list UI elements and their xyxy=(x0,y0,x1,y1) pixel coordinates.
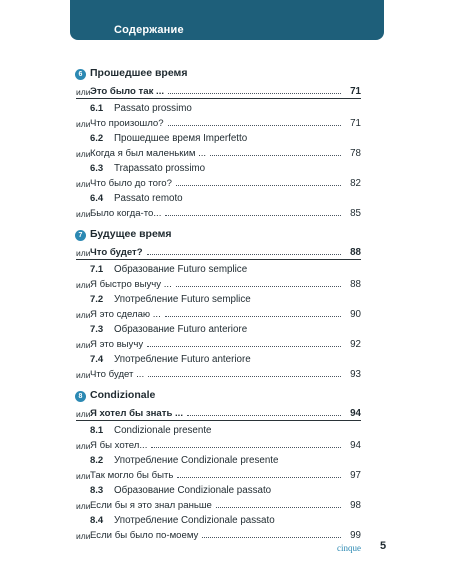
toc-entry xyxy=(76,174,361,189)
entry-page-number: 99 xyxy=(350,530,361,541)
entry-title: Passato prossimo xyxy=(114,103,192,114)
toc-entry xyxy=(76,144,361,159)
toc-entry xyxy=(76,290,361,305)
toc-entry xyxy=(76,526,361,541)
entry-number: 7.2 xyxy=(90,294,104,305)
entry-title: Употребление Futuro semplice xyxy=(114,294,251,305)
dot-leader xyxy=(168,125,341,126)
entry-prefix: или xyxy=(76,441,91,451)
entry-number: 6.3 xyxy=(90,163,104,174)
dot-leader xyxy=(147,254,341,255)
entry-number: 8.1 xyxy=(90,425,104,436)
entry-page-number: 71 xyxy=(350,86,361,97)
entry-title: Что будет? xyxy=(90,247,143,258)
toc-entry xyxy=(76,260,361,275)
section-heading xyxy=(76,389,361,404)
toc-section xyxy=(76,67,361,219)
toc-entry xyxy=(76,350,361,365)
entry-title: Если бы было по-моему xyxy=(90,530,199,541)
entry-prefix: или xyxy=(76,149,91,159)
entry-prefix: или xyxy=(76,248,91,258)
section-number-badge: 6 xyxy=(75,69,86,80)
toc-section xyxy=(76,389,361,541)
entry-page-number: 85 xyxy=(350,208,361,219)
entry-title: Употребление Condizionale presente xyxy=(114,455,279,466)
section-heading xyxy=(76,228,361,243)
section-heading xyxy=(76,67,361,82)
entry-title: Я быстро выучу ... xyxy=(90,279,172,290)
entry-title: Condizionale presente xyxy=(114,425,212,436)
entry-number: 8.4 xyxy=(90,515,104,526)
entry-prefix: или xyxy=(76,531,91,541)
toc-entry xyxy=(76,466,361,481)
toc-entry xyxy=(76,365,361,380)
toc-entry xyxy=(76,99,361,114)
header-tab xyxy=(70,0,384,40)
dot-leader xyxy=(187,415,341,416)
entry-title: Так могло бы быть xyxy=(90,470,174,481)
entry-title: Я это выучу xyxy=(90,339,144,350)
entry-number: 7.1 xyxy=(90,264,104,275)
entry-title: Это было так ... xyxy=(90,86,165,97)
entry-number: 8.2 xyxy=(90,455,104,466)
entry-page-number: 78 xyxy=(350,148,361,159)
entry-number: 6.4 xyxy=(90,193,104,204)
entry-page-number: 93 xyxy=(350,369,361,380)
dot-leader xyxy=(216,507,341,508)
dot-leader xyxy=(176,185,341,186)
entry-page-number: 71 xyxy=(350,118,361,129)
toc-entry xyxy=(76,335,361,350)
toc-entry xyxy=(76,305,361,320)
entry-title: Прошедшее время Imperfetto xyxy=(114,133,248,144)
toc-entry xyxy=(76,320,361,335)
entry-prefix: или xyxy=(76,119,91,129)
toc-entry xyxy=(76,275,361,290)
dot-leader xyxy=(148,376,341,377)
entry-title: Что произошло? xyxy=(90,118,164,129)
toc-entry xyxy=(76,159,361,174)
toc-entry xyxy=(76,129,361,144)
entry-page-number: 92 xyxy=(350,339,361,350)
entry-title: Trapassato prossimo xyxy=(114,163,206,174)
toc-entry xyxy=(76,243,361,258)
dot-leader xyxy=(147,346,341,347)
dot-leader xyxy=(210,155,341,156)
entry-title: Passato remoto xyxy=(114,193,183,204)
toc-entry xyxy=(76,421,361,436)
entry-number: 7.3 xyxy=(90,324,104,335)
entry-number: 7.4 xyxy=(90,354,104,365)
toc-entry xyxy=(76,436,361,451)
entry-prefix: или xyxy=(76,501,91,511)
entry-title: Я это сделаю ... xyxy=(90,309,161,320)
entry-number: 8.3 xyxy=(90,485,104,496)
toc-entry xyxy=(76,404,361,419)
dot-leader xyxy=(177,477,341,478)
entry-title: Что будет ... xyxy=(90,369,145,380)
entry-prefix: или xyxy=(76,87,91,97)
page-title: Содержание xyxy=(114,24,184,36)
entry-prefix: или xyxy=(76,209,91,219)
toc-entry xyxy=(76,451,361,466)
entry-page-number: 90 xyxy=(350,309,361,320)
entry-title: Когда я был маленьким ... xyxy=(90,148,207,159)
entry-page-number: 94 xyxy=(350,408,361,419)
toc-entry xyxy=(76,114,361,129)
entry-prefix: или xyxy=(76,179,91,189)
section-title: Будущее время xyxy=(90,228,172,240)
toc-entry xyxy=(76,82,361,97)
entry-page-number: 88 xyxy=(350,247,361,258)
entry-title: Я хотел бы знать ... xyxy=(90,408,184,419)
dot-leader xyxy=(151,447,341,448)
footer-page-number: 5 xyxy=(380,540,387,552)
section-title: Condizionale xyxy=(90,389,156,401)
entry-page-number: 94 xyxy=(350,440,361,451)
toc-entry xyxy=(76,204,361,219)
toc-section xyxy=(76,228,361,380)
entry-page-number: 82 xyxy=(350,178,361,189)
toc-entry xyxy=(76,189,361,204)
dot-leader xyxy=(165,316,341,317)
entry-title: Если бы я это знал раньше xyxy=(90,500,212,511)
entry-title: Употребление Condizionale passato xyxy=(114,515,275,526)
entry-title: Образование Futuro anteriore xyxy=(114,324,248,335)
toc-entry xyxy=(76,481,361,496)
entry-title: Что было до того? xyxy=(90,178,172,189)
entry-prefix: или xyxy=(76,409,91,419)
entry-number: 6.1 xyxy=(90,103,104,114)
toc-entry xyxy=(76,511,361,526)
entry-title: Употребление Futuro anteriore xyxy=(114,354,251,365)
entry-prefix: или xyxy=(76,340,91,350)
dot-leader xyxy=(165,215,341,216)
entry-title: Образование Condizionale passato xyxy=(114,485,272,496)
entry-title: Я бы хотел... xyxy=(90,440,148,451)
entry-page-number: 88 xyxy=(350,279,361,290)
table-of-contents xyxy=(76,67,361,550)
dot-leader xyxy=(176,286,341,287)
entry-prefix: или xyxy=(76,370,91,380)
dot-leader xyxy=(168,93,341,94)
entry-prefix: или xyxy=(76,310,91,320)
toc-entry xyxy=(76,496,361,511)
entry-number: 6.2 xyxy=(90,133,104,144)
entry-prefix: или xyxy=(76,280,91,290)
entry-prefix: или xyxy=(76,471,91,481)
dot-leader xyxy=(202,537,341,538)
entry-title: Было когда-то... xyxy=(90,208,162,219)
footer-page-word: cinque xyxy=(337,543,361,553)
section-title: Прошедшее время xyxy=(90,67,188,79)
entry-page-number: 97 xyxy=(350,470,361,481)
section-number-badge: 7 xyxy=(75,230,86,241)
entry-title: Образование Futuro semplice xyxy=(114,264,248,275)
entry-page-number: 98 xyxy=(350,500,361,511)
section-number-badge: 8 xyxy=(75,391,86,402)
